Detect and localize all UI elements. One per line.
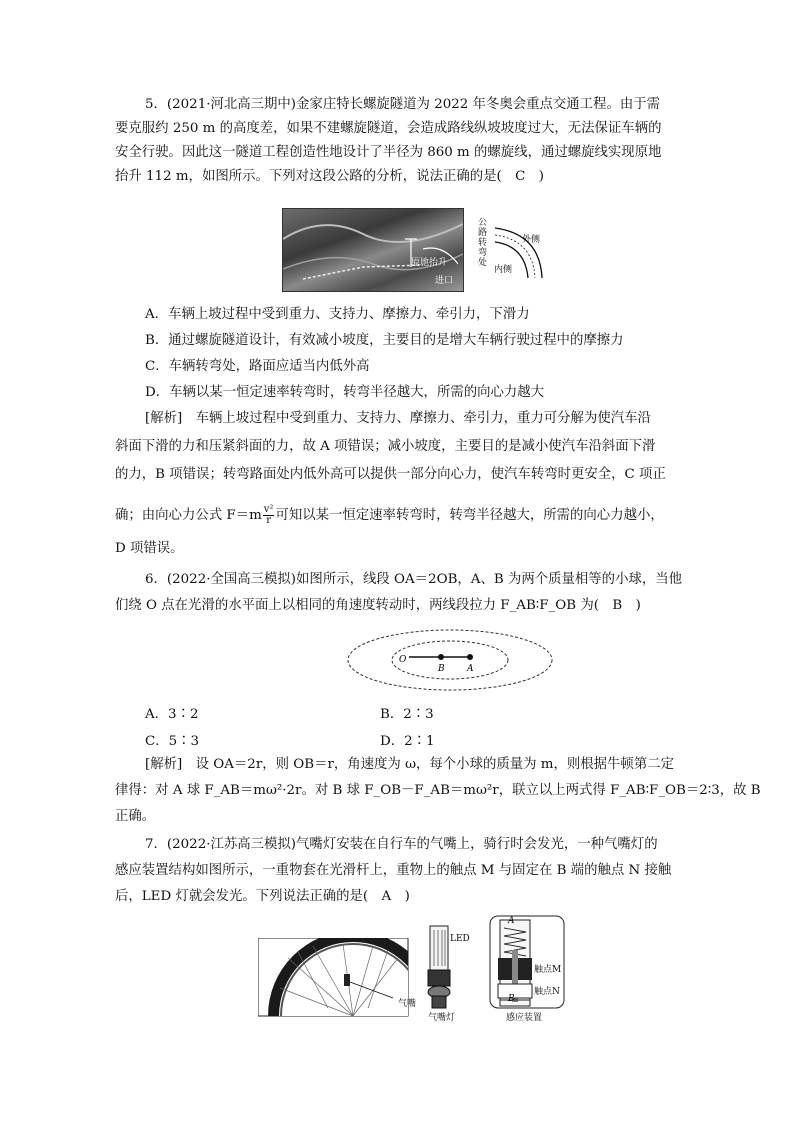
outer-side-label: 外侧	[522, 235, 541, 245]
q5-analysis-5: D 项错误。	[115, 541, 184, 556]
q6-option-a: A．3∶2	[145, 707, 199, 722]
led-label: LED	[450, 934, 470, 944]
point-b-label: B	[438, 664, 445, 674]
valve-lamp-label: 气嘴灯	[428, 1013, 456, 1023]
tunnel-aerial-photo	[282, 208, 464, 292]
q7-line-3: 后，LED 灯就会发光。下列说法正确的是( A )	[115, 889, 410, 904]
q6-analysis-1: [解析] 设 OA＝2r，则 OB＝r，角速度为 ω，每个小球的质量为 m，则根据牛顿第二定	[145, 757, 674, 772]
device-end-b-label: B	[508, 994, 515, 1004]
q5-option-c: C．车辆转弯处，路面应适当内低外高	[145, 359, 370, 374]
q5-line-3: 安全行驶。因此这一隧道工程创造性地设计了半径为 860 m 的螺旋线，通过螺旋线实现原地	[115, 145, 662, 160]
contact-m-label: 触点M	[534, 965, 562, 975]
q6-analysis-3: 正确。	[115, 809, 156, 824]
q5-analysis-1: [解析] 车辆上坡过程中受到重力、支持力、摩擦力、牵引力，重力可分解为使汽车沿	[145, 411, 651, 426]
road-turn-vertical-label: 公路转弯处	[478, 218, 488, 268]
point-o-label: O	[399, 655, 407, 665]
fraction-denominator: r	[266, 515, 271, 526]
device-end-a-label: A	[508, 916, 515, 926]
q7-line-2: 感应装置结构如图所示，一重物套在光滑杆上，重物上的触点 M 与固定在 B 端的触点 N 接触	[115, 863, 672, 878]
centripetal-fraction	[263, 505, 275, 526]
bicycle-wheel-photo	[258, 938, 418, 1018]
q7-line-1: 7．(2022·江苏高三模拟)气嘴灯安装在自行车的气嘴上，骑行时会发光，一种气嘴灯的	[145, 837, 658, 852]
q5-analysis-2: 斜面下滑的力和压紧斜面的力，故 A 项错误；减小坡度，主要目的是减小使汽车沿斜面下滑	[115, 439, 656, 454]
q5-option-b: B．通过螺旋隧道设计，有效减小坡度，主要目的是增大车辆行驶过程中的摩擦力	[145, 333, 624, 348]
valve-label: 气嘴	[398, 999, 417, 1009]
q5-option-a: A．车辆上坡过程中受到重力、支持力、摩擦力、牵引力，下滑力	[145, 307, 530, 322]
q6-analysis-2: 律得：对 A 球 F_AB＝mω²·2r。对 B 球 F_OB－F_AB＝mω²r，联立以上两式得 F_AB∶F_OB＝2∶3，故 B	[115, 783, 761, 798]
q6-line-2: 们绕 O 点在光滑的水平面上以相同的角速度转动时，两线段拉力 F_AB∶F_OB 为( B )	[115, 598, 641, 613]
fraction-numerator: v²	[263, 504, 274, 515]
raise-label: 原地抬升	[411, 258, 448, 268]
contact-n-label: 触点N	[534, 987, 560, 997]
rotation-diagram	[345, 628, 555, 694]
entrance-label: 进口	[435, 276, 454, 286]
inner-side-label: 内侧	[494, 265, 513, 275]
q6-line-1: 6．(2022·全国高三模拟)如图所示，线段 OA＝2OB，A、B 为两个质量相等的小球，当他	[145, 572, 683, 587]
q5-analysis-4	[115, 505, 664, 526]
q5-line-1: 5．(2021·河北高三期中)金家庄特长螺旋隧道为 2022 年冬奥会重点交通工程。由于需	[145, 97, 661, 112]
q6-option-b: B．2∶3	[380, 707, 434, 722]
q5-analysis-3: 的力，B 项错误；转弯路面处内低外高可以提供一部分向心力，使汽车转弯时更安全，C 项正	[115, 467, 666, 482]
q5-analysis-4b: 可知以某一恒定速率转弯时，转弯半径越大，所需的向心力越小，	[275, 508, 664, 523]
q5-line-2: 要克服约 250 m 的高度差，如果不建螺旋隧道，会造成路线纵坡坡度过大，无法保证车辆的	[115, 121, 662, 136]
q5-analysis-4a: 确；由向心力公式 F＝m	[115, 508, 262, 523]
q5-option-d: D．车辆以某一恒定速率转弯时，转弯半径越大，所需的向心力越大	[145, 385, 545, 400]
q6-option-c: C．5∶3	[145, 734, 200, 749]
q5-line-4: 抬升 112 m，如图所示。下列对这段公路的分析，说法正确的是( C )	[115, 169, 545, 184]
q6-option-d: D．2∶1	[380, 734, 435, 749]
sensing-device-label: 感应装置	[506, 1013, 543, 1023]
point-a-label: A	[467, 664, 474, 674]
